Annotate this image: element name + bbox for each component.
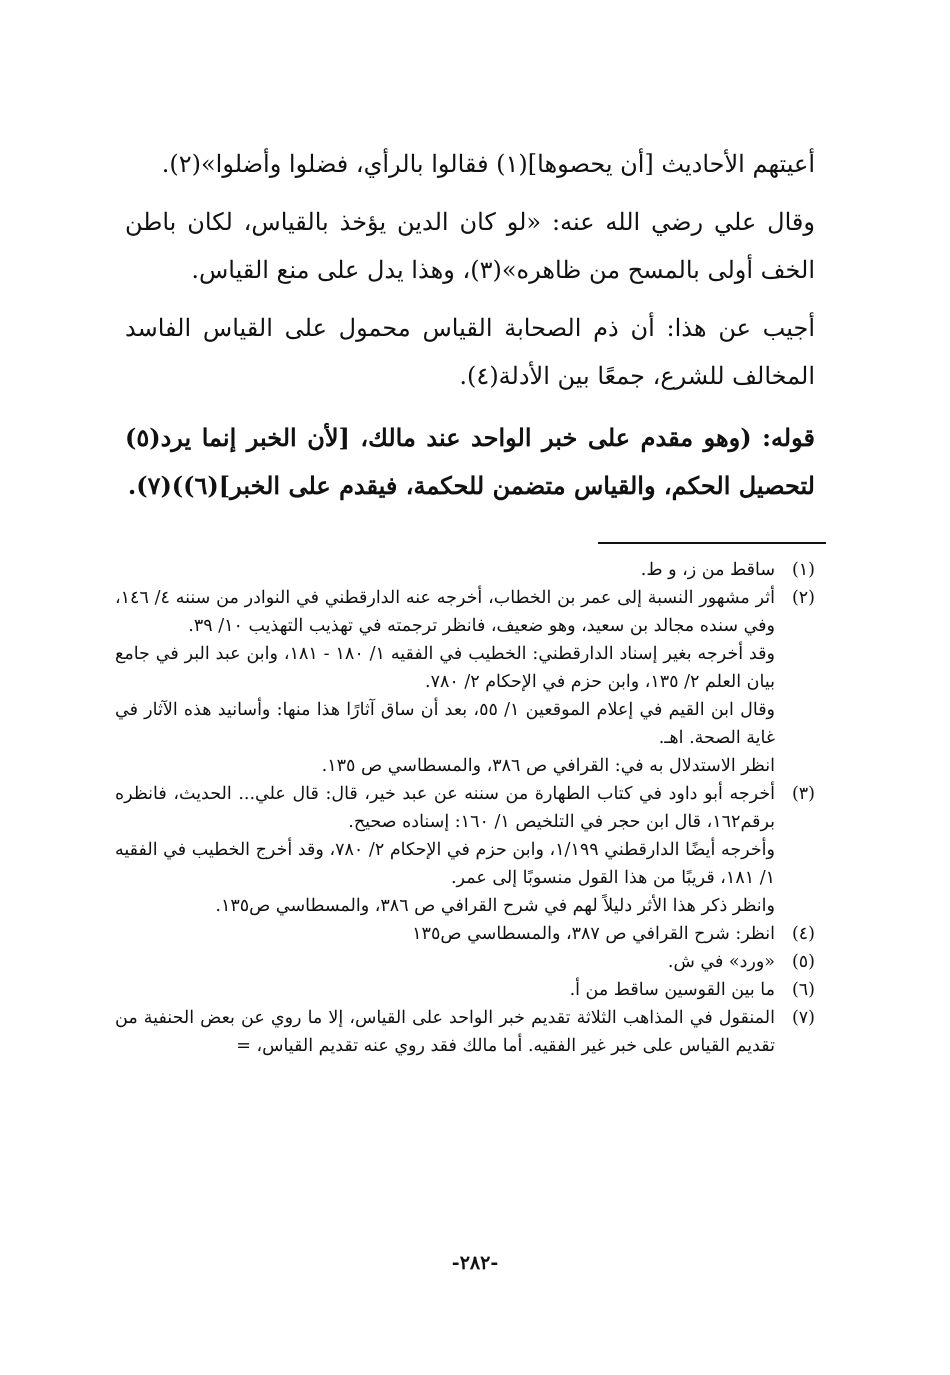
footnote <box>115 976 815 1004</box>
footnote-number: (٦) <box>791 980 815 1000</box>
commentary-quote: قوله: (وهو مقدم على خبر الواحد عند مالك، [لأن الخبر إنما يرد(٥) لتحصيل الحكم، والقياس متضمن للحكمة، فيقدم على الخبر](٦))(٧). <box>125 423 815 500</box>
footnote-text: وانظر ذكر هذا الأثر دليلاً لهم في شرح القرافي ص ٣٨٦، والمسطاسي ص١٣٥. <box>215 896 775 916</box>
footnote-number: (٤) <box>791 924 815 944</box>
footnote <box>115 780 815 920</box>
footnote <box>115 948 815 976</box>
main-text <box>125 140 815 520</box>
footnote-number: (٢) <box>791 588 815 608</box>
footnote-divider <box>598 542 826 544</box>
page-number: -٢٨٢- <box>451 1252 499 1274</box>
footnote-text: أخرجه أبو داود في كتاب الطهارة من سننه عن عبد خير، قال: قال علي... الحديث، فانظره برقم١٦٢، قال ابن حجر في التلخيص ١/ ١٦٠: إسناده صحيح. <box>115 784 775 832</box>
footnote-text: انظر الاستدلال به في: القرافي ص ٣٨٦، والمسطاسي ص ١٣٥. <box>321 756 775 776</box>
paragraph: أجيب عن هذا: أن ذم الصحابة القياس محمول على القياس الفاسد المخالف للشرع، جمعًا بين الأدلة(٤). <box>125 314 815 390</box>
footnote-text: وقال ابن القيم في إعلام الموقعين ١/ ٥٥، بعد أن ساق آثارًا هذا منها: وأسانيد هذه الآثار في غاية الصحة. اهـ. <box>115 700 776 748</box>
footnote-number: (٣) <box>791 784 815 804</box>
footnote-text: «ورد» في ش. <box>667 952 775 972</box>
footnotes <box>115 556 815 1060</box>
footnote-text: انظر: شرح القرافي ص ٣٨٧، والمسطاسي ص١٣٥ <box>412 924 775 944</box>
footnote-text: وأخرجه أيضًا الدارقطني ١/١٩٩، وابن حزم في الإحكام ٢/ ٧٨٠، وقد أخرج الخطيب في الفقيه ١/ ١٨١، قريبًا من هذا القول منسوبًا إلى عمر. <box>115 840 775 888</box>
footnote <box>115 1004 815 1060</box>
footnote-text: ساقط من ز، و ط. <box>640 560 775 580</box>
footnote-number: (١) <box>791 560 815 580</box>
footnote-number: (٧) <box>791 1008 815 1028</box>
paragraph: وقال علي رضي الله عنه: «لو كان الدين يؤخذ بالقياس، لكان باطن الخف أولى بالمسح من ظاهره»(٣)، وهذا يدل على منع القياس. <box>125 208 815 284</box>
footnote <box>115 556 815 584</box>
footnote-text: المنقول في المذاهب الثلاثة تقديم خبر الواحد على القياس، إلا ما روي عن بعض الحنفية من تقديم القياس على خبر غير الفقيه. أما مالك فقد روي عنه تقديم القياس، = <box>115 1008 775 1056</box>
paragraph: أعيتهم الأحاديث [أن يحصوها](١) فقالوا بالرأي، فضلوا وأضلوا»(٢). <box>161 150 815 178</box>
footnote <box>115 920 815 948</box>
footnote <box>115 584 815 780</box>
footnote-text: وقد أخرجه بغير إسناد الدارقطني: الخطيب في الفقيه ١/ ١٨٠ - ١٨١، وابن عبد البر في جامع بيان العلم ٢/ ١٣٥، وابن حزم في الإحكام ٢/ ٧٨٠. <box>115 644 775 692</box>
footnote-number: (٥) <box>791 952 815 972</box>
footnote-text: ما بين القوسين ساقط من أ. <box>569 980 775 1000</box>
footnote-text: أثر مشهور النسبة إلى عمر بن الخطاب، أخرجه عنه الدارقطني في النوادر من سننه ٤/ ١٤٦، وفي سنده مجالد بن سعيد، وهو ضعيف، فانظر ترجمته في تهذيب التهذيب ١٠/ ٣٩. <box>115 588 775 636</box>
